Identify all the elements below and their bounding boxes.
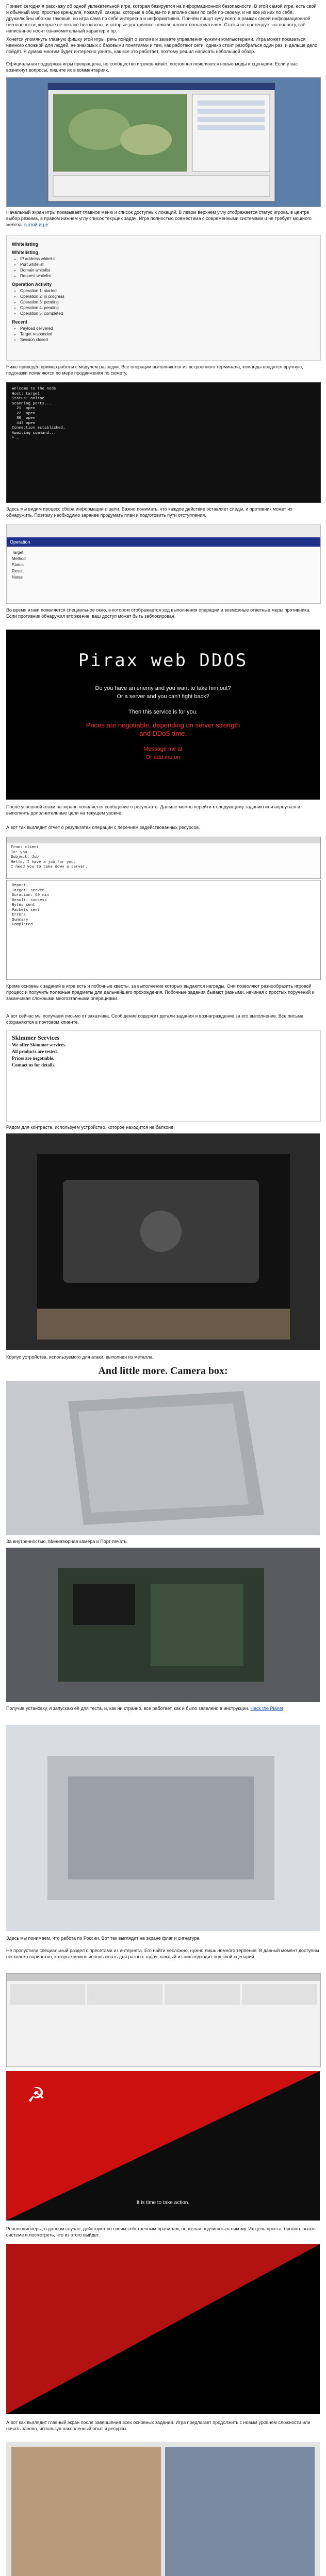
internals-photo — [6, 1548, 320, 1702]
paragraph: Революционеры, в данном случае, действуют по своим собственным правилам, не желая подчиняться никому. Их цель проста: бросить вызов системе и посмотреть, что из этого выйдет. — [6, 2226, 316, 2238]
pirax-contact: Or add me on — [145, 754, 181, 760]
metal-box-photo — [6, 1381, 320, 1535]
skimmer-title: Skimmer Services — [12, 1034, 60, 1041]
paragraph: Не пропустили специальный раздел с пресетами из интернета. Его найти несложно, нужно лишь немного терпения. В данный момент доступны несколько вариантов, которые можно использовать для разных задач, каждый из них подходит под свой сценарий. — [6, 1948, 319, 1959]
terminal-line: 22 open — [12, 411, 36, 416]
list-item[interactable]: • IP address whitelist — [20, 256, 315, 262]
paragraph-text: Получив установку, я запускаю её для теста, и, как ни странно, все работает, как и было заявлено в инструкции. — [6, 1706, 250, 1711]
mail-line: To: you — [11, 850, 27, 855]
terminal-line: Host: target — [12, 392, 40, 396]
report-line: Target: server — [12, 888, 45, 893]
report-line: Duration: 60 min — [12, 893, 50, 897]
terminal-screenshot — [6, 382, 321, 503]
recent-list — [12, 326, 315, 343]
terminal-line: 21 open — [12, 406, 36, 411]
setup-image — [6, 1725, 320, 1931]
paragraph: А вот так выглядит отчёт о результатах операции с перечнем задействованных ресурсов. — [6, 825, 200, 830]
hammer-sickle-icon: ☭ — [27, 2083, 45, 2107]
mail-line: Subject: Job — [11, 855, 39, 859]
collage-image — [6, 2442, 320, 2576]
report-body — [7, 880, 320, 931]
intro-paragraph: Привет, сегодня я расскажу об одной увлекательной игре, которая базируется на информационной безопасности. В этой самой игре, есть свой и обычный мир, простые кренделя, пожалуй, хакеры, которые в общем-то и вполне сами по себе по-своему, и не все из них по себе, дружелюбны ибо как таковые, но игра сама по себе интересна и информативна. Причём пишут кучу всего в рамках своей информационной безопасности, которые не вполне безопасны, и которые доставляют немало хлопот пользователям. Статья не претендует на полноту, всё написанное носит ознакомительный характер и пр. — [6, 4, 317, 33]
operation-row: Method — [12, 556, 26, 561]
mail-line: Hello, I have a job for you. — [11, 860, 76, 865]
device-photo — [6, 1133, 320, 1350]
setup-photo — [6, 1725, 320, 1931]
flag-caption: It is time to take action. — [136, 2200, 190, 2206]
pirax-ddos-banner — [6, 630, 320, 800]
mail-window — [6, 837, 321, 879]
tool-cell[interactable] — [165, 1984, 240, 2005]
report-line: Packets sent — [12, 908, 40, 912]
report-line: Errors — [12, 913, 26, 917]
mail-line: From: client — [11, 845, 39, 850]
paragraph: Кроме основных заданий в игре есть и побочные квесты, за выполнение которых выдаются награды. Они позволяют разнообразить игровой процесс и получить полезные предметы для дальнейшего прохождения. Побочные задания бывают разными, начиная с простых поручений и заканчивая сложными многоэтапными операциями. — [6, 984, 315, 1001]
paragraph: Здесь мы понимаем, что работа по России. Вот так выглядит на экране флаг и сигнатура. — [6, 1936, 201, 1941]
report-line: Report: — [12, 884, 28, 888]
anarchy-collage — [6, 2244, 320, 2414]
paragraph: Ниже приведён пример работы с модулем разведки. Все операции выполняются из встроенного терминала, команды вводятся вручную, подсказки появляются по мере продвижения по сюжету. — [6, 364, 303, 376]
metal-box-image — [6, 1381, 320, 1535]
pirax-line: Or a server and you can't fight back? — [117, 693, 209, 700]
anarchy-image — [6, 2244, 320, 2414]
skimmer-line: Contact us for details. — [12, 1062, 56, 1067]
tool-titlebar — [7, 1974, 320, 1981]
list-item[interactable]: • Target responded — [20, 331, 315, 337]
report-line: Result: success — [12, 898, 47, 903]
panel-toolbar — [7, 525, 320, 537]
paragraph: Корпус устройства, используемого для атаки, выполнен из металла. — [6, 1354, 154, 1360]
list-item[interactable]: • Operation 5: completed — [20, 311, 315, 316]
operation-row: Notes — [12, 575, 23, 580]
section-heading: Whitelisting — [12, 250, 38, 255]
skimmer-line: All products are tested. — [12, 1049, 58, 1054]
report-window — [6, 880, 321, 980]
paragraph: Здесь мы видим процесс сбора информации о цели. Важно понимать, что каждое действие оставляет следы, и противник может их обнаружить. Поэтому необходимо заранее продумать план и подготовить пути отступления. — [6, 506, 292, 518]
mail-line: I need you to take down a server. — [11, 865, 88, 869]
terminal-line: Welcome to the node — [12, 387, 56, 391]
tool-cell[interactable] — [10, 1984, 85, 2005]
list-item[interactable]: • Port whitelist — [20, 262, 315, 267]
mail-body — [7, 843, 320, 872]
internals-image — [6, 1548, 320, 1702]
section-heading: Operation Activity — [12, 282, 52, 287]
terminal-line: Connection established. — [12, 426, 66, 430]
operation-rows — [7, 547, 320, 584]
paragraph: А вот как выглядит главный экран после завершения всех основных заданий. Игра предлагает продолжить с новым уровнем сложности или начать заново, используя накопленный опыт и ресурсы. — [6, 2420, 311, 2431]
skimmer-page — [6, 1030, 321, 1122]
paragraph — [6, 1705, 320, 1711]
terminal-line: Awaiting command... — [12, 431, 56, 435]
game-link[interactable]: в этой игре — [24, 222, 48, 227]
camera-box-heading: And little more. Camera box: — [98, 1365, 228, 1377]
terminal-line: Scanning ports... — [12, 401, 52, 406]
whitelist-list — [12, 256, 315, 279]
terminal-line: 80 open — [12, 416, 36, 420]
paragraph: Во время атаки появляется специальное окно, в котором отображается ход выполнения операции и возможные ответные меры противника. Если противник обнаружил вторжение, ваш доступ может быть заблокирован. — [6, 607, 311, 619]
paragraph-text: Начальный экран игры показывает главное меню и список доступных локаций. В левом верхнем углу отображается статус игрока, в центре выбор режима, в правом нижнем углу список текущих задач. Игра полностью совместима с современными системами и не требует мощного железа. — [6, 210, 312, 227]
terminal-line: Status: online — [12, 397, 45, 401]
terminal-input[interactable]: > _ — [12, 436, 19, 440]
operation-banner: Operation — [7, 537, 320, 547]
skimmer-content — [7, 1031, 320, 1072]
list-item[interactable]: • Domain whitelist — [20, 267, 315, 273]
skimmer-line: We offer Skimmer services. — [12, 1042, 67, 1047]
skimmer-line: Prices are negotiable. — [12, 1056, 55, 1061]
whitelist-panel — [6, 235, 321, 361]
pirax-line: Then this service is for you. — [128, 709, 198, 715]
operation-panel — [6, 524, 321, 604]
list-item[interactable]: • Operation 4: pending — [20, 305, 315, 311]
paragraph: Хочется упомянуть главную фишку этой игры, речь пойдёт о взломе и захвате управления чужими компьютерами. Игра может показаться немного сложной для людей, не знакомых с базовыми понятиями и тем, как работают сети, однако стоит разобраться один раз, и дальше дело пойдёт. Я думаю многим будет интересно узнать, как все это работает, поэтому решил написать небольшой обзор. — [6, 37, 318, 54]
list-item[interactable]: • Operation 2: in progress — [20, 294, 315, 299]
panel-title: Whitelisting — [12, 242, 38, 247]
operation-row: Status — [12, 563, 24, 567]
list-item[interactable]: • Session closed — [20, 337, 315, 343]
pirax-title: Pirax web DDOS — [78, 650, 248, 671]
pirax-line: and DDoS time. — [139, 730, 187, 737]
report-line: Bytes sent — [12, 903, 36, 907]
list-item[interactable]: • Operation 3: pending — [20, 299, 315, 305]
paragraph — [6, 209, 320, 228]
world-map-image — [7, 78, 320, 207]
pirax-text — [6, 684, 320, 761]
hack-link[interactable]: Hack the Planet — [250, 1706, 284, 1711]
report-line: Completed — [12, 923, 33, 927]
list-item[interactable]: • Operation 1: started — [20, 288, 315, 294]
pirax-line: Prices are negotiable, depending on server strength — [86, 721, 240, 729]
tool-screenshot — [6, 1973, 321, 2067]
tool-grid — [7, 1981, 320, 2008]
paragraph: А вот сейчас мы получаем письмо от заказчика. Сообщение содержит детали задания и вознаграждение за его выполнение. Все письма сохраняются в почтовом клиенте. — [6, 1013, 304, 1025]
tool-cell[interactable] — [242, 1984, 317, 2005]
game-screenshot-map — [6, 77, 321, 207]
terminal-line: 443 open — [12, 421, 36, 426]
tool-cell[interactable] — [87, 1984, 162, 2005]
list-item[interactable]: • Request whitelist — [20, 273, 315, 279]
pirax-contact: Message me at — [143, 746, 183, 752]
flag-image — [6, 2071, 320, 2221]
section-heading: Recent — [12, 319, 28, 325]
list-item[interactable]: • Payload delivered — [20, 326, 315, 331]
operation-row: Target — [12, 550, 24, 555]
terminal-content — [7, 383, 320, 445]
paragraph: Рядом для контраста, используем устройство, которое находится на балконе. — [6, 1125, 175, 1130]
flag-image-area — [6, 2071, 320, 2221]
pirax-line: Do you have an enemy and you want to take him out? — [95, 685, 231, 691]
paragraph: За внутренностью, Миниатюрная камера и Порт печать. — [6, 1539, 128, 1544]
camera-box-heading-area — [6, 1363, 320, 1379]
photo-collage — [6, 2442, 320, 2576]
paragraph: Официальная поддержка игры прекращена, но сообщество игроков живёт, постоянно появляются новые моды и сценарии. Если у вас возникнут вопросы, пишите их в комментариях. — [6, 61, 298, 73]
report-line: Summary — [12, 918, 28, 922]
operation-row: Result — [12, 569, 24, 573]
paragraph: После успешной атаки на экране появляется сообщение о результате. Дальше можно перейти к следующему заданию или вернуться и выполнить дополнительные цели на текущем уровне. — [6, 804, 300, 816]
device-image — [6, 1133, 320, 1350]
operation-list — [12, 288, 315, 316]
mail-titlebar — [7, 837, 320, 843]
